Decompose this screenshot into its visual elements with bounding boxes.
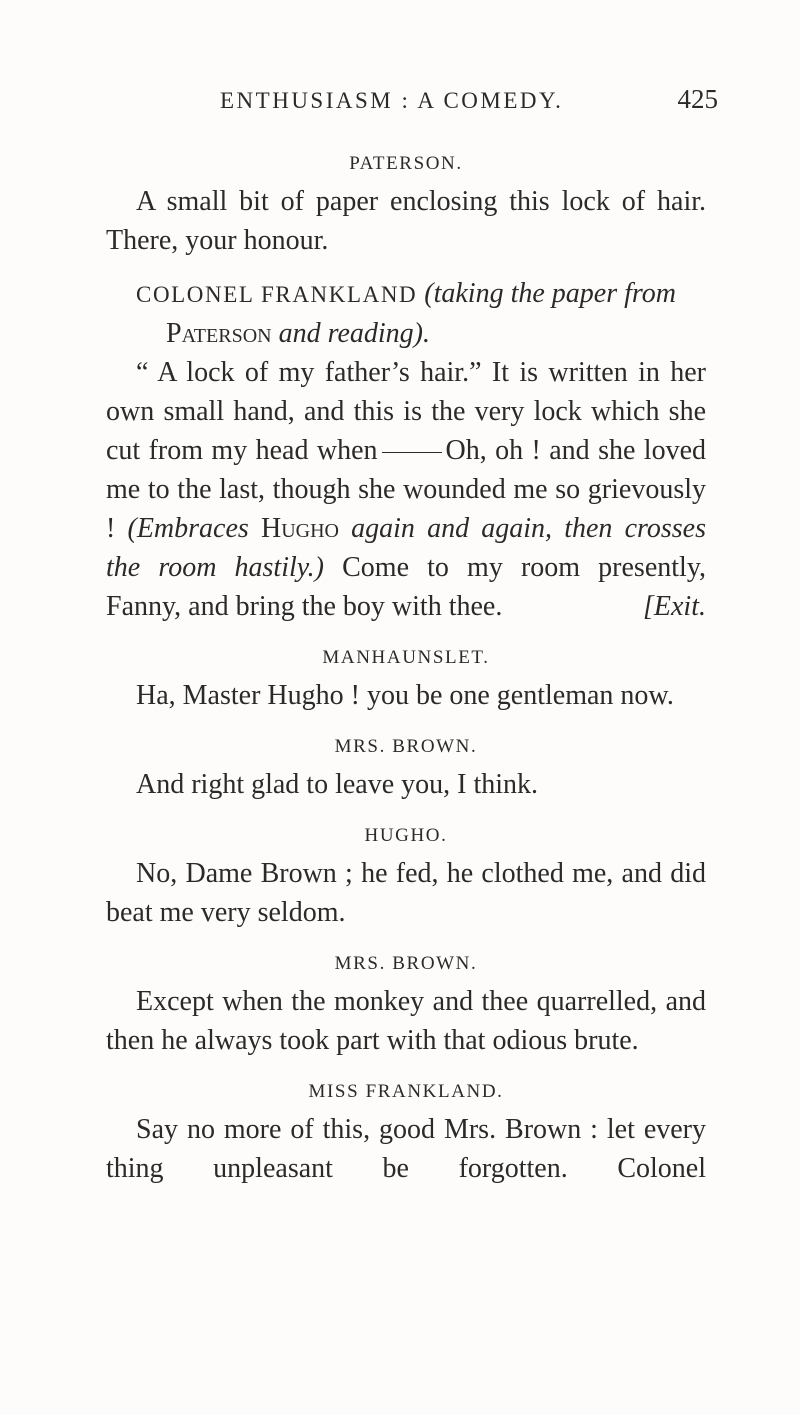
- speech-text: Say no more of this, good Mrs. Brown : let every thing unpleasant be forgotten. Colonel: [106, 1114, 706, 1184]
- speech-text: Ha, Master Hugho ! you be one gentleman now.: [136, 680, 674, 711]
- speech-text: Except when the monkey and thee quarrelled, and then he always took part with that odious brute.: [106, 986, 706, 1056]
- speech-text-part: Come to my room presently, Fanny, and bring the boy with thee.: [106, 552, 706, 622]
- speech-text-part: “ A lock of my father’s hair.” It is written in her own small hand, and this is the very lock which she cut from my head when: [106, 357, 706, 466]
- speaker-name: MRS. BROWN.: [334, 736, 478, 757]
- speech-block: [106, 1074, 706, 1188]
- page-body: [106, 146, 706, 1188]
- speech-block: [106, 146, 706, 260]
- speaker-name: PATERSON.: [349, 153, 463, 174]
- speaker-name: COLONEL FRANKLAND: [136, 282, 418, 307]
- exit-direction: [Exit.: [643, 591, 706, 622]
- character-name: Hugho: [260, 513, 339, 544]
- page-number: 425: [677, 84, 718, 114]
- speaker-name: MISS FRANKLAND.: [308, 1081, 504, 1102]
- speaker-name: MANHAUNSLET.: [322, 647, 490, 668]
- speech-block: [106, 729, 706, 804]
- speech-text: And right glad to leave you, I think.: [136, 769, 539, 800]
- speech-block: [106, 274, 706, 626]
- character-name: Paterson: [166, 318, 272, 349]
- stage-direction: (taking the paper from: [424, 278, 676, 309]
- speech-block: [106, 640, 706, 715]
- speech-block: [106, 946, 706, 1060]
- speaker-name: HUGHO.: [364, 825, 448, 846]
- speech-text: No, Dame Brown ; he fed, he clothed me, and did beat me very seldom.: [106, 858, 706, 928]
- stage-direction-line: [106, 274, 706, 353]
- speech-text-part: Oh, oh ! and she loved me to the last, though she wounded me so grievously !: [106, 435, 706, 544]
- stage-direction: (Embraces: [127, 513, 249, 544]
- speech-text: [106, 353, 706, 626]
- running-title: ENTHUSIASM : A COMEDY.: [220, 88, 564, 113]
- stage-direction: again and again, then crosses the room hastily.): [106, 513, 706, 583]
- speech-text: A small bit of paper enclosing this lock of hair. There, your honour.: [106, 186, 706, 256]
- stage-direction: and reading).: [278, 318, 430, 349]
- speaker-name: MRS. BROWN.: [334, 953, 478, 974]
- running-header: [0, 82, 800, 122]
- speech-block: [106, 818, 706, 932]
- em-dash: [382, 452, 442, 453]
